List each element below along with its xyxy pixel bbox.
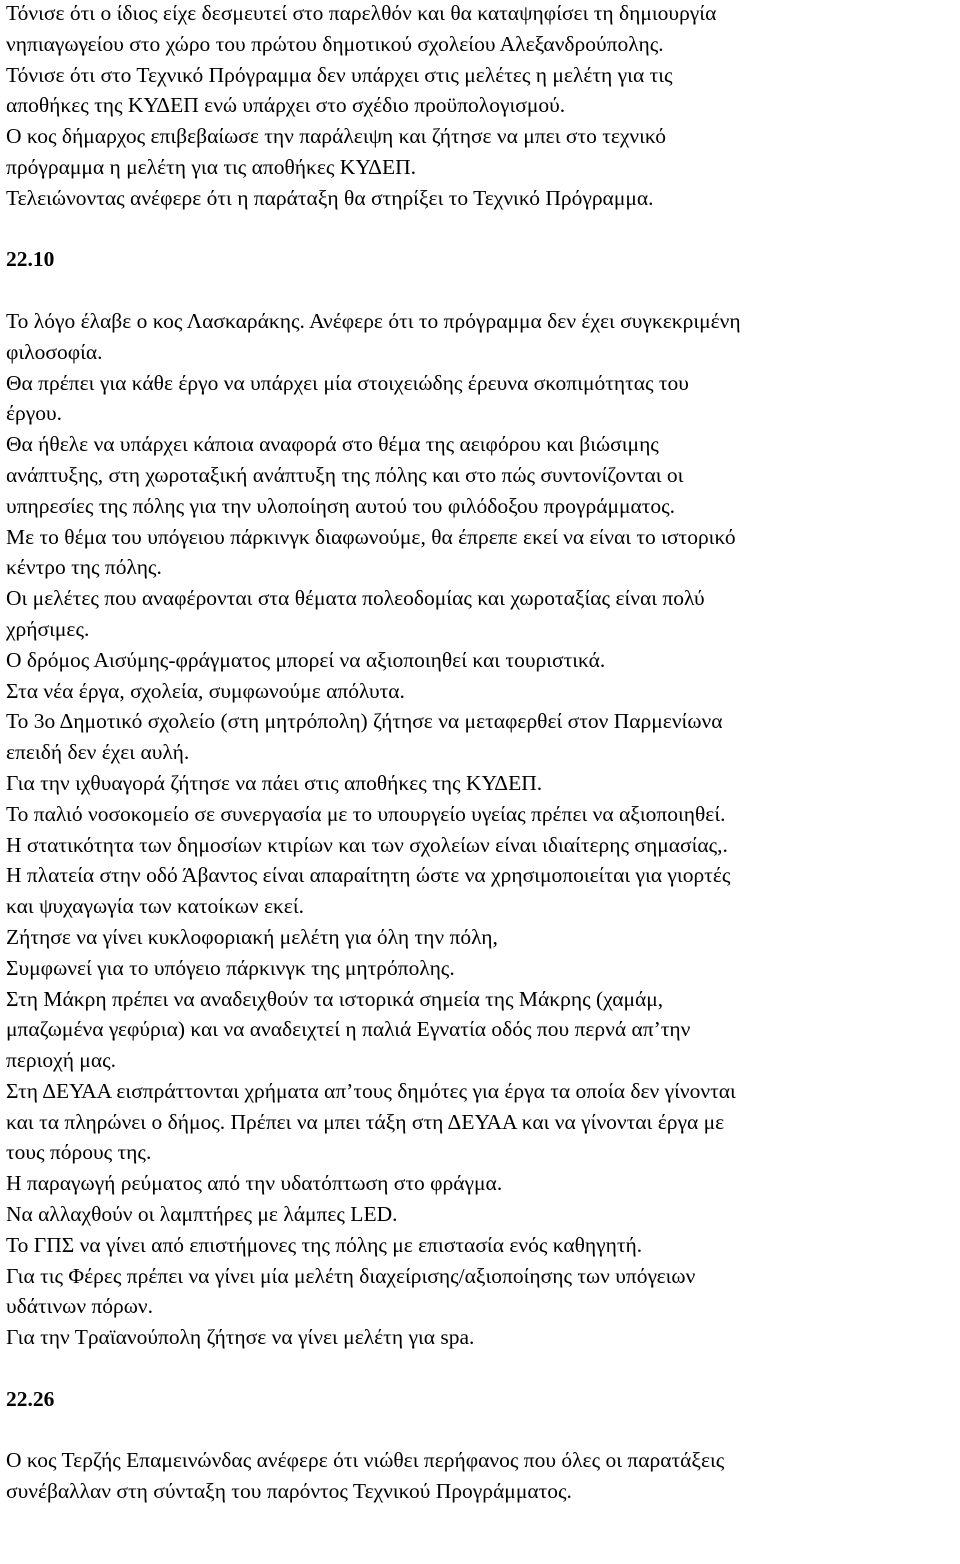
spacer: [6, 214, 958, 245]
text-line: Το 3ο Δημοτικό σχολείο (στη μητρόπολη) ζήτησε να μεταφερθεί στον Παρμενίωνα: [6, 709, 723, 734]
text-line: Με το θέμα του υπόγειου πάρκινγκ διαφωνούμε, θα έπρεπε εκεί να είναι το ιστορικό: [6, 524, 736, 549]
text-line: αποθήκες της ΚΥΔΕΠ ενώ υπάρχει στο σχέδιο προϋπολογισμού.: [6, 93, 566, 118]
text-line: Για τις Φέρες πρέπει να γίνει μία μελέτη διαχείρισης/αξιοποίησης των υπόγειων: [6, 1263, 696, 1288]
text-line: Τόνισε ότι ο ίδιος είχε δεσμευτεί στο παρελθόν και θα καταψηφίσει τη δημιουργία: [6, 1, 717, 25]
time-heading: 22.26: [6, 1386, 55, 1411]
text-line: Ο κος δήμαρχος επιβεβαίωσε την παράλειψη και ζήτησε να μπει στο τεχνικό: [6, 124, 667, 149]
text-line: φιλοσοφία.: [6, 339, 103, 364]
text-line: υπηρεσίες της πόλης για την υλοποίηση αυτού του φιλόδοξου προγράμματος.: [6, 493, 676, 518]
text-line: μπαζωμένα γεφύρια) και να αναδειχτεί η παλιά Εγνατία οδός που περνά απ’την: [6, 1017, 691, 1042]
text-line: Θα πρέπει για κάθε έργο να υπάρχει μία στοιχειώδης έρευνα σκοπιμότητας του: [6, 370, 689, 395]
text-line: Να αλλαχθούν οι λαμπτήρες με λάμπες LED.: [6, 1202, 398, 1227]
paragraph-block-3: [6, 1445, 958, 1507]
text-line: Το λόγο έλαβε ο κος Λασκαράκης. Ανέφερε ότι το πρόγραμμα δεν έχει συγκεκριμένη: [6, 308, 741, 333]
text-line: ανάπτυξης, στη χωροταξική ανάπτυξη της πόλης και στο πώς συντονίζονται οι: [6, 462, 684, 487]
text-line: και ψυχαγωγία των κατοίκων εκεί.: [6, 894, 304, 919]
text-line: Οι μελέτες που αναφέρονται στα θέματα πολεοδομίας και χωροταξίας είναι πολύ: [6, 586, 705, 611]
spacer: [6, 275, 958, 306]
text-line: Ο κος Τερζής Επαμεινώνδας ανέφερε ότι νιώθει περήφανος που όλες οι παρατάξεις: [6, 1448, 725, 1473]
spacer: [6, 1353, 958, 1384]
text-line: Θα ήθελε να υπάρχει κάποια αναφορά στο θέμα της αειφόρου και βιώσιμης: [6, 432, 659, 457]
spacer: [6, 1415, 958, 1446]
text-line: Στη Μάκρη πρέπει να αναδειχθούν τα ιστορικά σημεία της Μάκρης (χαμάμ,: [6, 986, 664, 1011]
text-line: συνέβαλλαν στη σύνταξη του παρόντος Τεχνικού Προγράμματος.: [6, 1479, 572, 1504]
text-line: Το ΓΠΣ να γίνει από επιστήμονες της πόλης με επιστασία ενός καθηγητή.: [6, 1232, 643, 1257]
text-line: Τόνισε ότι στο Τεχνικό Πρόγραμμα δεν υπάρχει στις μελέτες η μελέτη για τις: [6, 62, 673, 87]
text-line: Συμφωνεί για το υπόγειο πάρκινγκ της μητρόπολης.: [6, 955, 455, 980]
text-line: Στα νέα έργα, σχολεία, συμφωνούμε απόλυτα.: [6, 678, 405, 703]
text-line: περιοχή μας.: [6, 1048, 116, 1073]
text-line: έργου.: [6, 401, 63, 426]
text-line: Ζήτησε να γίνει κυκλοφοριακή μελέτη για όλη την πόλη,: [6, 924, 498, 949]
document-page: [6, 0, 958, 1507]
time-heading: 22.10: [6, 247, 55, 272]
text-line: Για την ιχθυαγορά ζήτησε να πάει στις αποθήκες της ΚΥΔΕΠ.: [6, 770, 543, 795]
text-line: Η στατικότητα των δημοσίων κτιρίων και των σχολείων είναι ιδιαίτερης σημασίας,.: [6, 832, 728, 857]
paragraph-block-2: [6, 306, 958, 1353]
paragraph-block-1: [6, 0, 958, 214]
text-line: τους πόρους της.: [6, 1140, 152, 1165]
text-line: επειδή δεν έχει αυλή.: [6, 740, 190, 765]
text-line: νηπιαγωγείου στο χώρο του πρώτου δημοτικού σχολείου Αλεξανδρούπολης.: [6, 31, 664, 56]
text-line: Η παραγωγή ρεύματος από την υδατόπτωση στο φράγμα.: [6, 1171, 503, 1196]
text-line: Η πλατεία στην οδό Άβαντος είναι απαραίτητη ώστε να χρησιμοποιείται για γιορτές: [6, 863, 731, 888]
text-line: Στη ΔΕΥΑΑ εισπράττονται χρήματα απ’τους δημότες για έργα τα οποία δεν γίνονται: [6, 1078, 736, 1103]
text-line: Το παλιό νοσοκομείο σε συνεργασία με το υπουργείο υγείας πρέπει να αξιοποιηθεί.: [6, 801, 726, 826]
text-line: πρόγραμμα η μελέτη για τις αποθήκες ΚΥΔΕΠ.: [6, 154, 417, 179]
text-line: υδάτινων πόρων.: [6, 1294, 154, 1319]
text-line: Ο δρόμος Αισύμης-φράγματος μπορεί να αξιοποιηθεί και τουριστικά.: [6, 647, 606, 672]
text-line: χρήσιμες.: [6, 616, 90, 641]
text-line: Τελειώνοντας ανέφερε ότι η παράταξη θα στηρίξει το Τεχνικό Πρόγραμμα.: [6, 185, 654, 210]
text-line: και τα πληρώνει ο δήμος. Πρέπει να μπει τάξη στη ΔΕΥΑΑ και να γίνονται έργα με: [6, 1109, 725, 1134]
text-line: κέντρο της πόλης.: [6, 555, 162, 580]
text-line: Για την Τραϊανούπολη ζήτησε να γίνει μελέτη για spa.: [6, 1325, 475, 1350]
